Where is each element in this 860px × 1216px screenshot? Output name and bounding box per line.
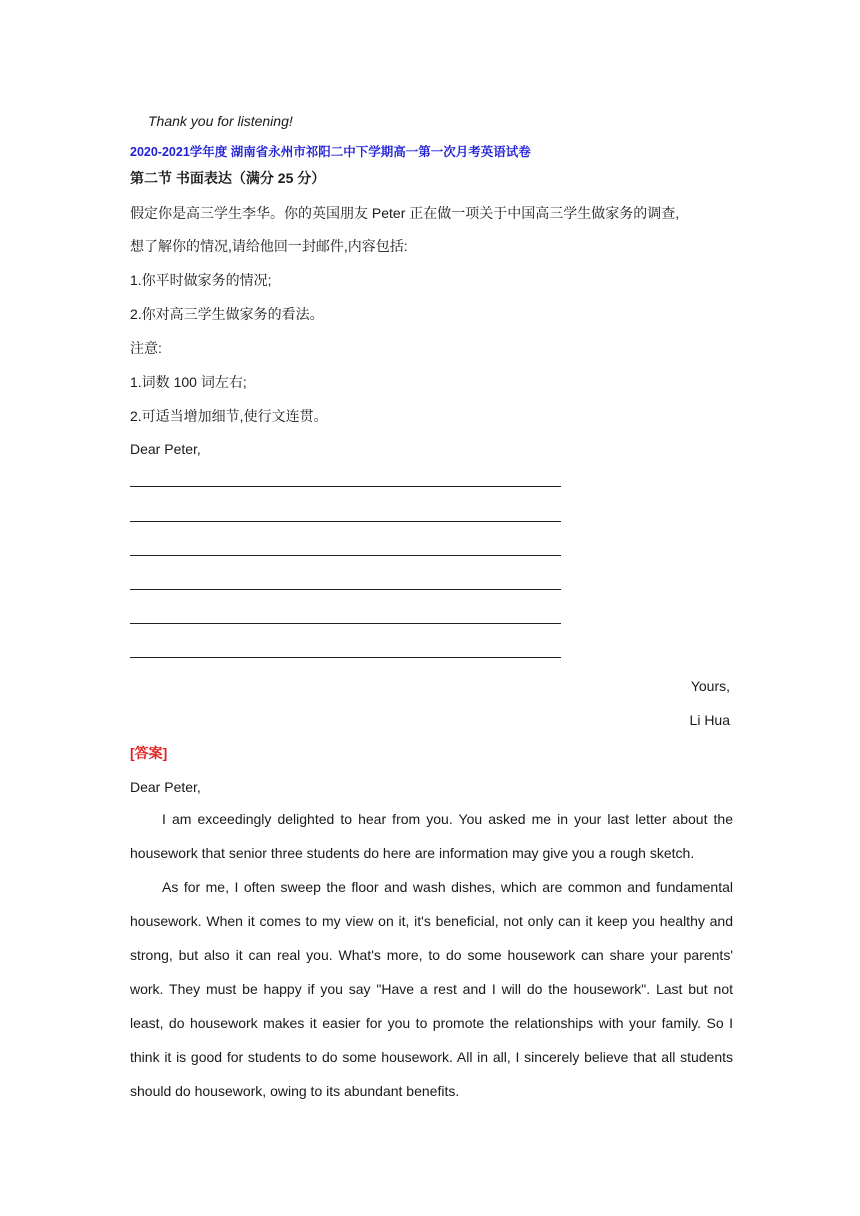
writing-line xyxy=(130,657,561,658)
answer-salutation: Dear Peter, xyxy=(130,779,201,795)
notes-label: 注意: xyxy=(130,340,162,356)
prompt-point-2: 2.你对高三学生做家务的看法。 xyxy=(130,306,324,322)
note-1: 1.词数 100 词左右; xyxy=(130,374,247,390)
writing-line xyxy=(130,486,561,487)
section-title: 第二节 书面表达（满分 25 分） xyxy=(130,170,326,186)
signature: Li Hua xyxy=(689,712,730,728)
prompt-salutation: Dear Peter, xyxy=(130,441,201,457)
writing-line xyxy=(130,521,561,522)
prompt-line-1: 假定你是高三学生李华。你的英国朋友 Peter 正在做一项关于中国高三学生做家务的调查, xyxy=(130,205,680,221)
answer-paragraph-2 xyxy=(130,870,733,1108)
exam-source: 2020-2021学年度 湖南省永州市祁阳二中下学期高一第一次月考英语试卷 xyxy=(130,145,531,159)
answer-paragraph-1 xyxy=(130,802,733,870)
answer-label: [答案] xyxy=(130,745,168,761)
prompt-point-1: 1.你平时做家务的情况; xyxy=(130,272,272,288)
answer-paragraph-2-text: As for me, I often sweep the floor and wash dishes, which are common and fundamental housework. When it comes to my view on it, it's beneficial, not only can it keep you healthy and strong, but also it can real you. What's more, to do some housework can share your parents' work. They must be happy if you say "Have a rest and I will do the housework". Last but not least, do housework makes it easier for you to promote the relationships with your family. So I think it is good for students to do some housework. All in all, I sincerely believe that all students should do housework, owing to its abundant benefits. xyxy=(130,879,733,1099)
sign-off: Yours, xyxy=(690,678,730,694)
writing-line xyxy=(130,589,561,590)
writing-line xyxy=(130,555,561,556)
prompt-line-2: 想了解你的情况,请给他回一封邮件,内容包括: xyxy=(130,238,408,254)
note-2: 2.可适当增加细节,使行文连贯。 xyxy=(130,408,328,424)
answer-paragraph-1-text: I am exceedingly delighted to hear from you. You asked me in your last letter about the housework that senior three students do here are information may give you a rough sketch. xyxy=(130,811,733,861)
writing-line xyxy=(130,623,561,624)
closing-line: Thank you for listening! xyxy=(148,113,293,129)
